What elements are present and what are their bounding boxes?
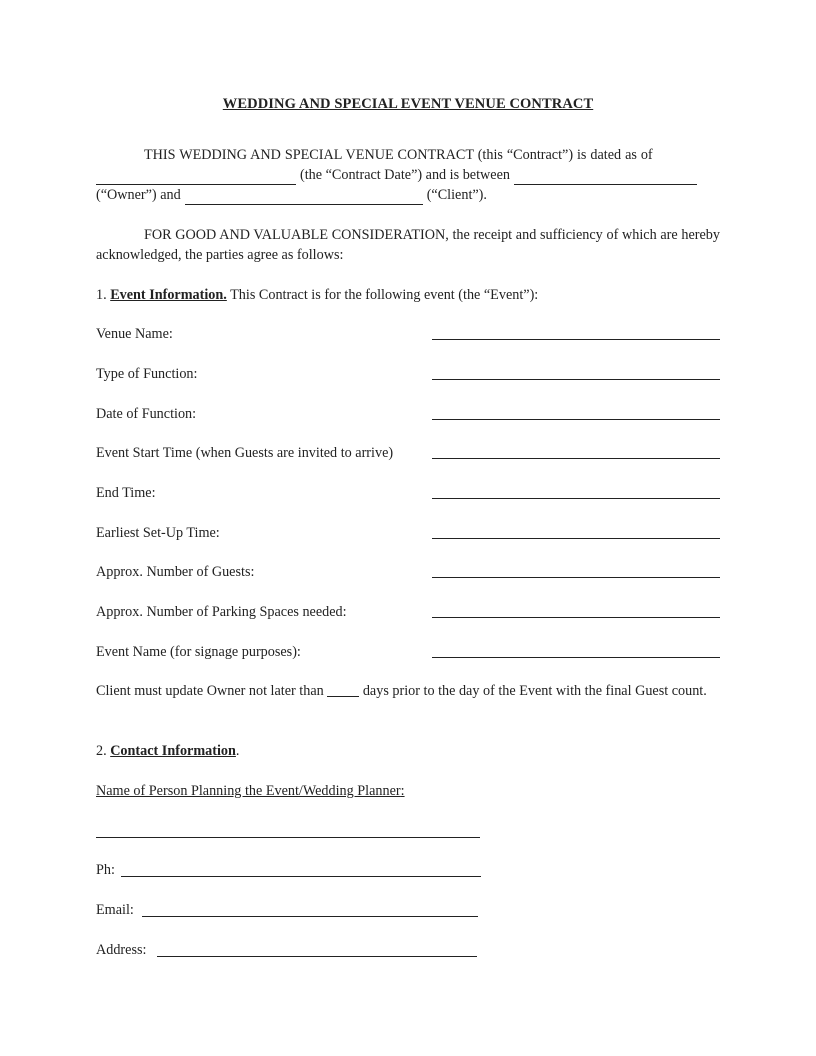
document-title: WEDDING AND SPECIAL EVENT VENUE CONTRACT	[222, 96, 594, 112]
field-label: Venue Name:	[96, 326, 173, 342]
section-2-title: Contact Information	[110, 743, 236, 759]
client-name-blank[interactable]	[185, 190, 423, 205]
venue-name-blank[interactable]	[432, 339, 720, 340]
update-text-1: Client must update Owner not later than	[96, 683, 324, 699]
section-2-period: .	[235, 743, 240, 759]
number-of-guests-blank[interactable]	[432, 577, 720, 578]
planner-name-blank[interactable]	[96, 837, 480, 838]
section-1-number: 1.	[96, 287, 107, 303]
section-2-number: 2.	[96, 743, 107, 759]
days-prior-blank[interactable]	[327, 682, 359, 697]
phone-blank[interactable]	[121, 876, 481, 877]
earliest-setup-time-blank[interactable]	[432, 538, 720, 539]
owner-name-blank[interactable]	[514, 170, 697, 185]
event-start-time-blank[interactable]	[432, 458, 720, 459]
address-label: Address:	[96, 942, 147, 958]
field-label: Approx. Number of Parking Spaces needed:	[96, 604, 347, 620]
phone-label: Ph:	[96, 862, 115, 878]
date-of-function-blank[interactable]	[432, 419, 720, 420]
field-label: Approx. Number of Guests:	[96, 564, 255, 580]
type-of-function-blank[interactable]	[432, 379, 720, 380]
consideration-paragraph	[96, 225, 720, 265]
guest-count-paragraph	[96, 681, 720, 701]
planner-label-row	[96, 781, 405, 801]
update-text-2: days prior to the day of the Event with the final Guest count.	[362, 683, 707, 699]
section-1-text: This Contract is for the following event (the “Event”):	[230, 287, 539, 303]
planner-label: Name of Person Planning the Event/Wedding Planner	[96, 783, 401, 799]
address-blank[interactable]	[157, 956, 477, 957]
section-1-title: Event Information.	[110, 287, 227, 303]
intro-text-3: (“Owner”) and	[96, 187, 181, 203]
planner-label-colon: :	[400, 783, 405, 799]
field-label: Earliest Set-Up Time:	[96, 525, 220, 541]
email-label: Email:	[96, 902, 134, 918]
field-label: Event Start Time (when Guests are invited to arrive)	[96, 445, 394, 461]
section-2-heading	[96, 741, 239, 761]
consideration-text: FOR GOOD AND VALUABLE CONSIDERATION, the receipt and sufficiency of which are hereby acknowledged, the parties agree as follows:	[96, 227, 720, 263]
end-time-blank[interactable]	[432, 498, 720, 499]
contract-date-blank[interactable]	[96, 170, 296, 185]
parking-spaces-blank[interactable]	[432, 617, 720, 618]
intro-text-4: (“Client”).	[426, 187, 487, 203]
field-label: Date of Function:	[96, 406, 197, 422]
field-label: Event Name (for signage purposes):	[96, 644, 301, 660]
email-blank[interactable]	[142, 916, 478, 917]
field-label: Type of Function:	[96, 366, 198, 382]
section-1-heading	[96, 285, 538, 305]
intro-text-1: THIS WEDDING AND SPECIAL VENUE CONTRACT (this “Contract”) is dated as of	[144, 147, 653, 163]
event-name-blank[interactable]	[432, 657, 720, 658]
intro-text-2: (the “Contract Date”) and is between	[300, 167, 510, 183]
intro-paragraph	[96, 145, 720, 205]
field-label: End Time:	[96, 485, 156, 501]
